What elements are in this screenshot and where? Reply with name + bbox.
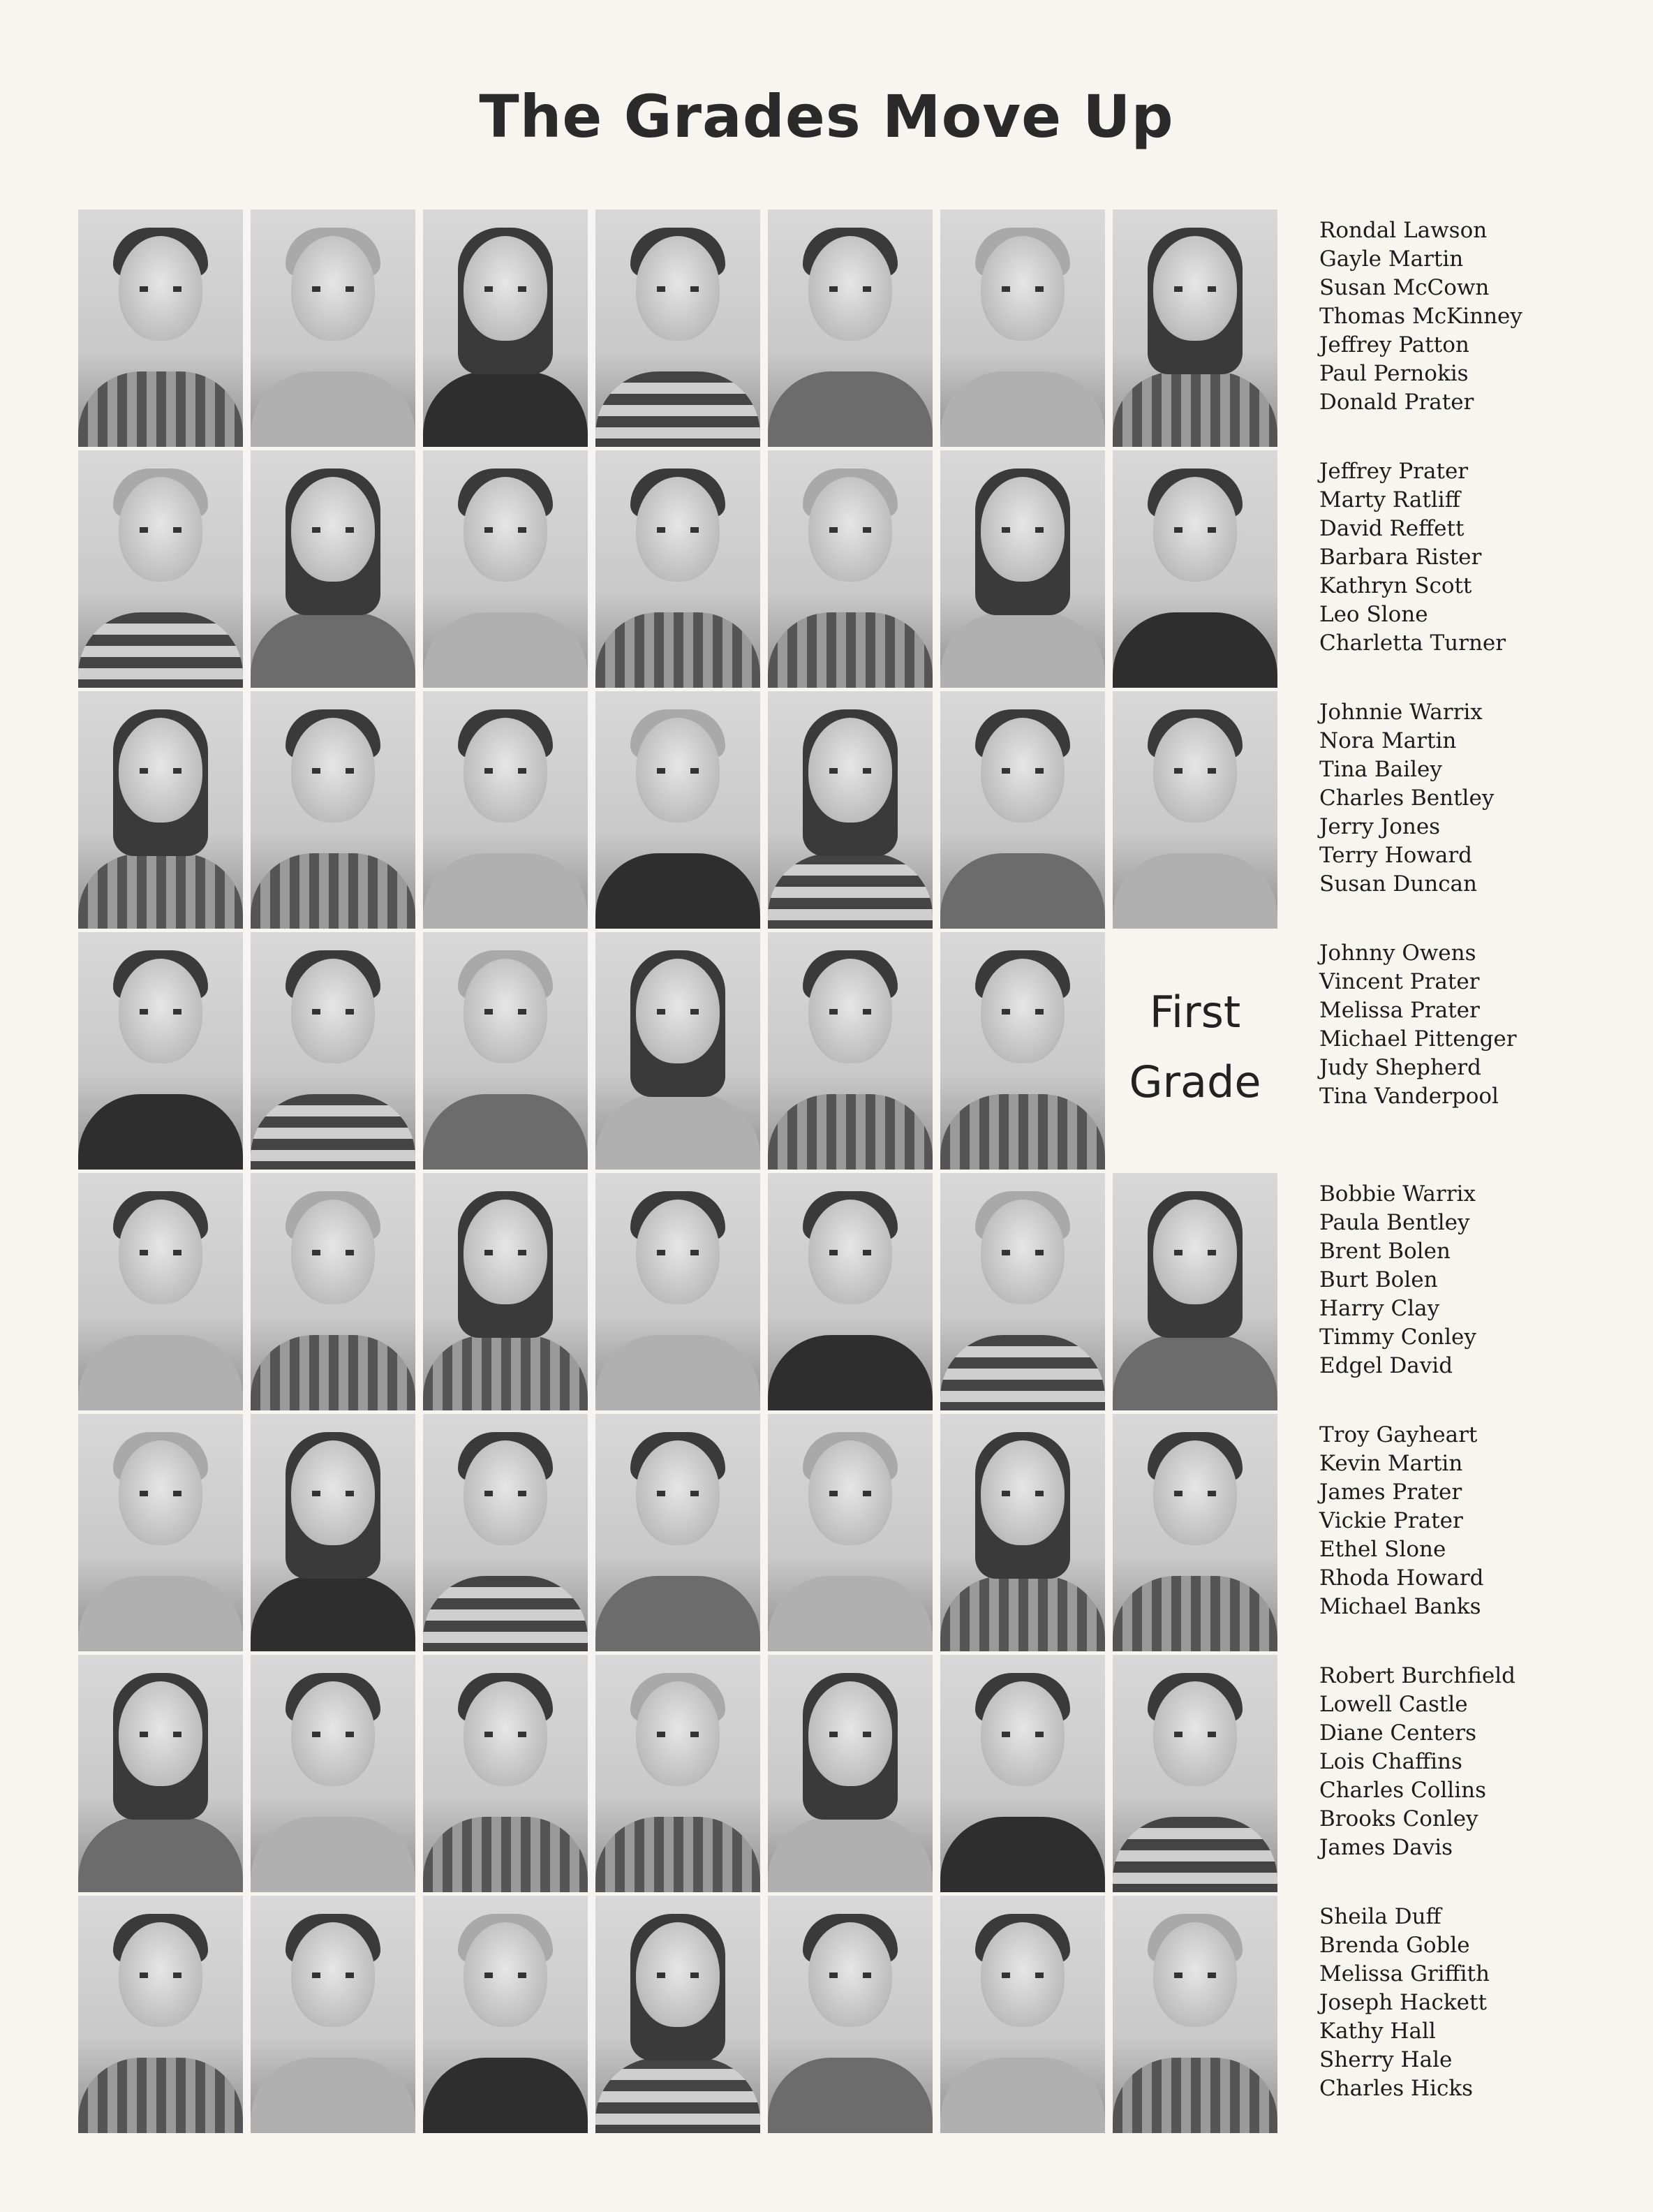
student-photo	[595, 450, 760, 688]
student-name: Harry Clay	[1319, 1296, 1440, 1321]
student-photo	[595, 209, 760, 447]
student-name: Charletta Turner	[1319, 631, 1506, 656]
student-photo	[78, 1896, 243, 2133]
grade-label	[1113, 978, 1277, 1117]
student-name: Kathy Hall	[1319, 2019, 1436, 2044]
student-name: Charles Bentley	[1319, 786, 1495, 811]
student-photo	[78, 450, 243, 688]
student-photo	[940, 932, 1105, 1170]
student-name: Vickie Prater	[1319, 1508, 1463, 1533]
photo-row	[78, 450, 1286, 688]
student-name: Melissa Griffith	[1319, 1961, 1490, 1986]
student-photo	[251, 691, 415, 929]
student-name: Johnny Owens	[1319, 941, 1476, 966]
student-photo	[1113, 209, 1277, 447]
student-photo	[595, 1173, 760, 1410]
photo-row	[78, 1896, 1286, 2133]
student-name: Melissa Prater	[1319, 998, 1480, 1023]
student-name: Tina Bailey	[1319, 757, 1442, 782]
name-list	[1319, 1903, 1640, 2103]
student-name: Sheila Duff	[1319, 1904, 1441, 1929]
student-photo	[768, 450, 933, 688]
student-photo	[1113, 450, 1277, 688]
student-name: Diane Centers	[1319, 1720, 1476, 1746]
student-name: Nora Martin	[1319, 728, 1457, 753]
student-photo	[1113, 691, 1277, 929]
student-photo	[940, 1655, 1105, 1892]
student-name: Thomas McKinney	[1319, 304, 1522, 329]
student-photo	[940, 1414, 1105, 1651]
student-photo	[768, 1896, 933, 2133]
grade-label-line: Grade	[1129, 1056, 1261, 1107]
student-photo	[251, 209, 415, 447]
student-name: Burt Bolen	[1319, 1267, 1438, 1292]
student-photo	[423, 1173, 588, 1410]
student-name: Kathryn Scott	[1319, 573, 1472, 598]
student-photo	[595, 691, 760, 929]
student-name: Donald Prater	[1319, 390, 1474, 415]
student-photo	[768, 209, 933, 447]
name-list	[1319, 457, 1640, 658]
student-name: Gayle Martin	[1319, 246, 1464, 272]
student-name: David Reffett	[1319, 516, 1465, 541]
student-photo	[768, 1414, 933, 1651]
student-photo	[78, 1655, 243, 1892]
student-name: Charles Hicks	[1319, 2076, 1474, 2101]
student-name: Brenda Goble	[1319, 1933, 1470, 1958]
student-name: Brent Bolen	[1319, 1239, 1451, 1264]
student-name: Michael Pittenger	[1319, 1026, 1517, 1052]
student-name: Ethel Slone	[1319, 1537, 1446, 1562]
photo-row	[78, 1414, 1286, 1651]
student-photo	[768, 1655, 933, 1892]
student-name: Lois Chaffins	[1319, 1749, 1462, 1774]
student-name: Jeffrey Prater	[1319, 459, 1469, 484]
name-list	[1319, 1180, 1640, 1380]
student-name: Troy Gayheart	[1319, 1422, 1478, 1447]
student-photo	[768, 691, 933, 929]
student-name: Joseph Hackett	[1319, 1990, 1487, 2015]
student-name: Timmy Conley	[1319, 1325, 1476, 1350]
photo-row	[78, 1173, 1286, 1410]
student-photo	[940, 691, 1105, 929]
student-photo	[423, 932, 588, 1170]
student-name: Jerry Jones	[1319, 814, 1441, 839]
student-photo	[940, 1173, 1105, 1410]
student-photo	[423, 1414, 588, 1651]
student-name: Barbara Rister	[1319, 545, 1482, 570]
photo-row	[78, 932, 1286, 1170]
student-photo	[1113, 1655, 1277, 1892]
student-name: Vincent Prater	[1319, 969, 1480, 994]
student-name: Robert Burchfield	[1319, 1663, 1515, 1688]
student-photo	[1113, 1896, 1277, 2133]
student-photo	[423, 450, 588, 688]
student-name: Sherry Hale	[1319, 2047, 1453, 2072]
student-name: James Davis	[1319, 1835, 1453, 1860]
student-name: Susan McCown	[1319, 275, 1490, 300]
student-name: Tina Vanderpool	[1319, 1084, 1499, 1109]
student-name: Susan Duncan	[1319, 871, 1478, 897]
grade-label-line: First	[1149, 987, 1241, 1038]
student-photo	[423, 1655, 588, 1892]
student-photo	[251, 1655, 415, 1892]
name-list	[1319, 1421, 1640, 1621]
student-name: Marty Ratliff	[1319, 487, 1460, 513]
photo-grid	[78, 209, 1286, 2158]
page-title: The Grades Move Up	[479, 82, 1174, 151]
student-photo	[251, 1414, 415, 1651]
student-name: Brooks Conley	[1319, 1806, 1478, 1831]
student-photo	[78, 1173, 243, 1410]
student-name: James Prater	[1319, 1480, 1462, 1505]
student-photo	[595, 1655, 760, 1892]
student-name: Edgel David	[1319, 1353, 1453, 1378]
photo-row	[78, 1655, 1286, 1892]
student-name: Jeffrey Patton	[1319, 332, 1469, 357]
student-name: Johnnie Warrix	[1319, 700, 1483, 725]
student-name: Bobbie Warrix	[1319, 1181, 1476, 1207]
student-name: Leo Slone	[1319, 602, 1428, 627]
student-name: Terry Howard	[1319, 843, 1472, 868]
student-photo	[78, 1414, 243, 1651]
student-name: Judy Shepherd	[1319, 1055, 1481, 1080]
student-name: Kevin Martin	[1319, 1451, 1463, 1476]
student-photo	[423, 209, 588, 447]
student-name: Michael Banks	[1319, 1594, 1481, 1619]
student-photo	[78, 209, 243, 447]
student-name: Paula Bentley	[1319, 1210, 1470, 1235]
student-photo	[1113, 1414, 1277, 1651]
student-photo	[768, 1173, 933, 1410]
student-photo	[768, 932, 933, 1170]
photo-row	[78, 209, 1286, 447]
student-photo	[595, 1896, 760, 2133]
student-photo	[78, 932, 243, 1170]
name-list	[1319, 698, 1640, 899]
student-name: Lowell Castle	[1319, 1692, 1468, 1717]
student-name: Rondal Lawson	[1319, 218, 1488, 243]
name-list	[1319, 216, 1640, 417]
student-photo	[940, 209, 1105, 447]
student-photo	[78, 691, 243, 929]
student-name: Charles Collins	[1319, 1778, 1487, 1803]
student-photo	[1113, 1173, 1277, 1410]
name-list	[1319, 1662, 1640, 1862]
student-photo	[251, 1896, 415, 2133]
photo-row	[78, 691, 1286, 929]
student-photo	[251, 932, 415, 1170]
student-photo	[940, 1896, 1105, 2133]
student-photo	[423, 691, 588, 929]
student-photo	[423, 1896, 588, 2133]
name-list	[1319, 939, 1640, 1111]
student-name: Rhoda Howard	[1319, 1565, 1484, 1591]
student-photo	[251, 1173, 415, 1410]
student-photo	[595, 932, 760, 1170]
student-name: Paul Pernokis	[1319, 361, 1469, 386]
student-photo	[595, 1414, 760, 1651]
student-photo	[940, 450, 1105, 688]
student-photo	[251, 450, 415, 688]
